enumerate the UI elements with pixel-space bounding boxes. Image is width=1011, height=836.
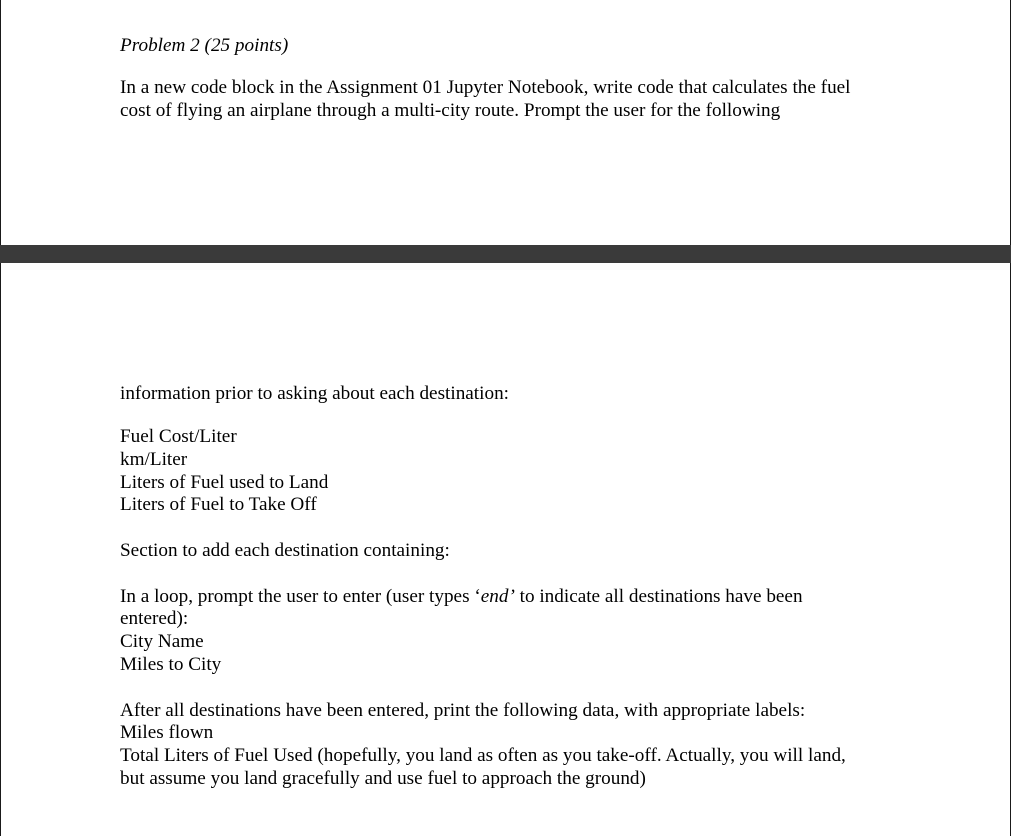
output-heading: After all destinations have been entered, print the following data, with appropriate labels:: [120, 700, 806, 721]
output-item-total-fuel: Total Liters of Fuel Used (hopefully, you land as often as you take-off. Actually, you will land,: [120, 745, 846, 766]
loop-item-city-name: City Name: [120, 631, 204, 652]
output-item-total-fuel-cont: but assume you land gracefully and use fuel to approach the ground): [120, 768, 646, 789]
intro-line-2: cost of flying an airplane through a multi-city route. Prompt the user for the following: [120, 100, 781, 121]
prompt-item-fuel-cost: Fuel Cost/Liter: [120, 426, 237, 447]
loop-text-after: to indicate all destinations have been: [514, 586, 803, 607]
output-item-miles-flown: Miles flown: [120, 722, 214, 743]
loop-instruction-line-1: [120, 586, 803, 608]
section-heading: Section to add each destination containing:: [120, 540, 450, 561]
intro-line-1: In a new code block in the Assignment 01 Jupyter Notebook, write code that calculates the fuel: [120, 77, 851, 98]
problem-heading: Problem 2 (25 points): [120, 35, 289, 56]
prompt-item-km-per-liter: km/Liter: [120, 449, 188, 470]
document-page-2: [0, 263, 1011, 836]
prompt-item-fuel-takeoff: Liters of Fuel to Take Off: [120, 494, 317, 515]
loop-item-miles: Miles to City: [120, 654, 222, 675]
end-keyword: end’: [480, 586, 515, 607]
document-page-1: [0, 0, 1011, 245]
intro-continuation: information prior to asking about each destination:: [120, 383, 509, 404]
loop-text-before: In a loop, prompt the user to enter (user types ‘: [120, 586, 481, 607]
loop-instruction-line-2: entered):: [120, 608, 189, 629]
prompt-item-fuel-land: Liters of Fuel used to Land: [120, 472, 329, 493]
page-separator: [0, 245, 1011, 263]
